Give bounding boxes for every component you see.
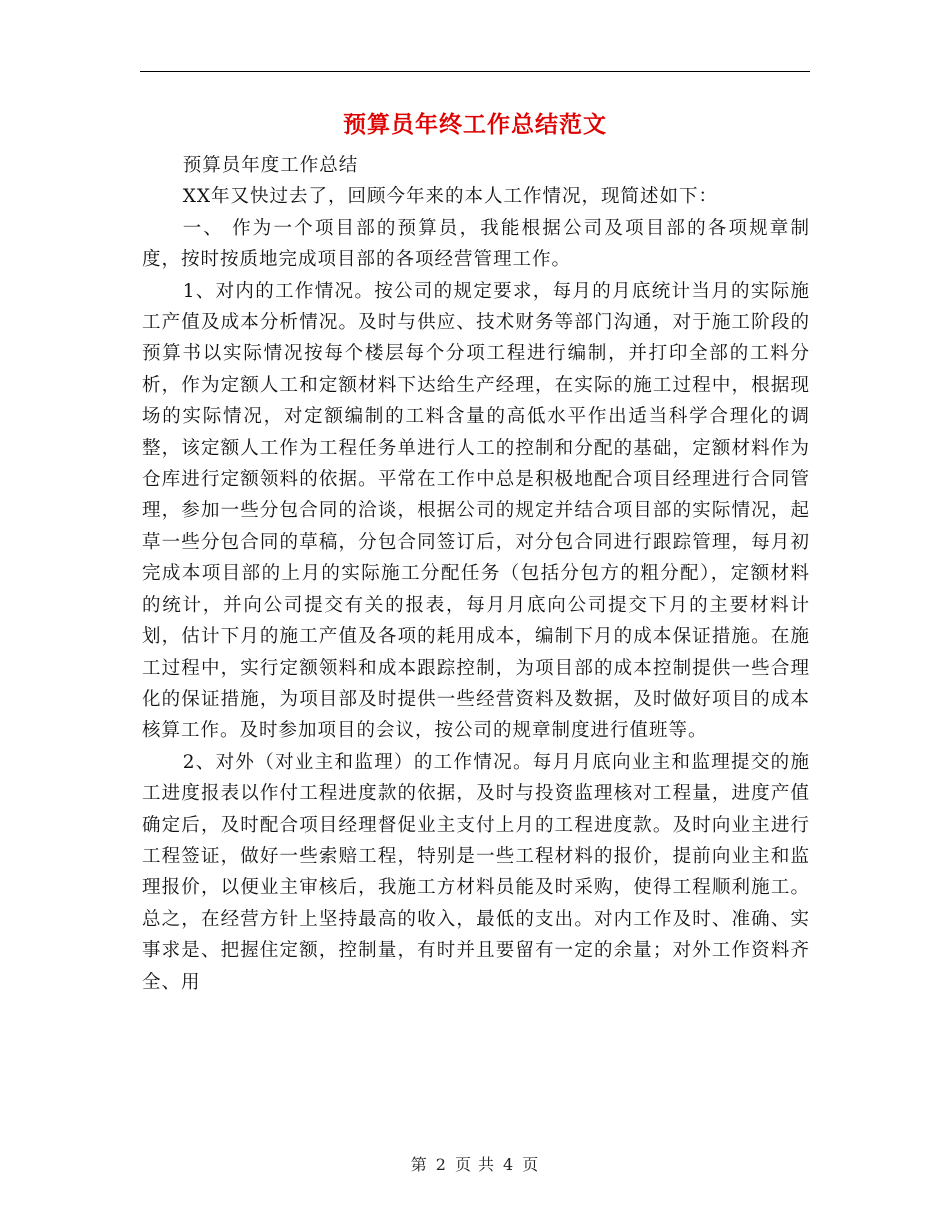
document-title: 预算员年终工作总结范文: [343, 112, 607, 138]
paragraph-external-work: 2、对外（对业主和监理）的工作情况。每月月底向业主和监理提交的施工进度报表以作付工程进度款的依据，及时与投资监理核对工程量，进度产值确定后，及时配合项目经理督促业主支付上月的工程进度款。及时向业主进行工程签证，做好一些索赔工程，特别是一些工程材料的报价，提前向业主和监理报价，以便业主审核后，我施工方材料员能及时采购，使得工程顺利施工。总之，在经营方针上坚持最高的收入，最低的支出。对内工作及时、准确、实事求是、把握住定额，控制量，有时并且要留有一定的余量；对外工作资料齐全、用: [142, 751, 810, 993]
document-body: [142, 150, 810, 998]
header-rule: [140, 71, 810, 72]
paragraph-internal-work: 1、对内的工作情况。按公司的规定要求，每月的月底统计当月的实际施工产值及成本分析情况。及时与供应、技术财务等部门沟通，对于施工阶段的预算书以实际情况按每个楼层每个分项工程进行编制，并打印全部的工料分析，作为定额人工和定额材料下达给生产经理，在实际的施工过程中，根据现场的实际情况，对定额编制的工料含量的高低水平作出适当科学合理化的调整，该定额人工作为工程任务单进行人工的控制和分配的基础，定额材料作为仓库进行定额领料的依据。平常在工作中总是积极地配合项目经理进行合同管理，参加一些分包合同的洽谈，根据公司的规定并结合项目部的实际情况，起草一些分包合同的草稿，分包合同签订后，对分包合同进行跟踪管理，每月初完成本项目部的上月的实际施工分配任务（包括分包方的粗分配），定额材料的统计，并向公司提交有关的报表，每月月底向公司提交下月的主要材料计划，估计下月的施工产值及各项的耗用成本，编制下月的成本保证措施。在施工过程中，实行定额领料和成本跟踪控制，为项目部的成本控制提供一些合理化的保证措施，为项目部及时提供一些经营资料及数据，及时做好项目的成本核算工作。及时参加项目的会议，按公司的规章制度进行值班等。: [142, 280, 810, 742]
paragraph-intro: XX年又快过去了，回顾今年来的本人工作情况，现简述如下：: [182, 186, 719, 208]
page-footer: [0, 1154, 950, 1176]
paragraph-subtitle: 预算员年度工作总结: [182, 155, 359, 176]
footer-page-total: 4: [503, 1155, 515, 1174]
paragraph-section-1: 一、 作为一个项目部的预算员，我能根据公司及项目部的各项规章制度，按时按质地完成项目部的各项经营管理工作。: [142, 217, 810, 271]
footer-page-number: 2: [435, 1155, 447, 1174]
footer-prefix: 第: [410, 1155, 428, 1174]
footer-mid: 页 共: [454, 1155, 496, 1174]
footer-suffix: 页: [522, 1155, 540, 1174]
